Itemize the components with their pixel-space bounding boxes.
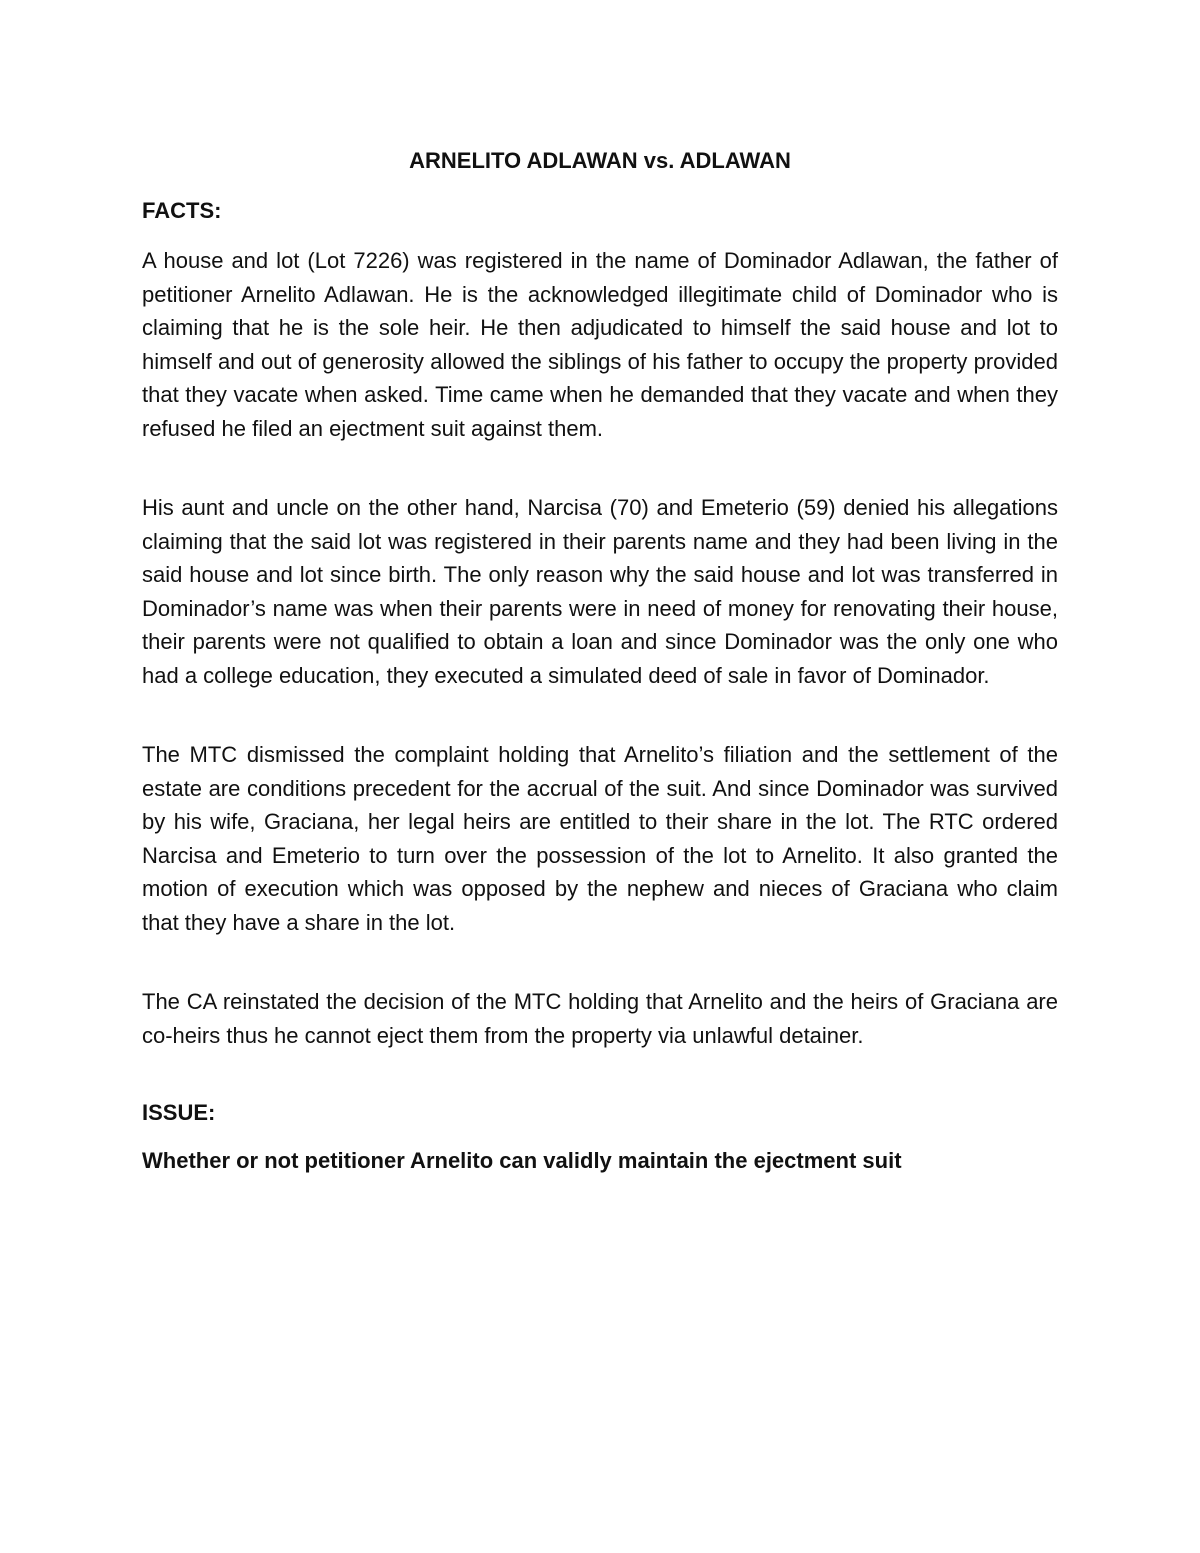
issue-statement: Whether or not petitioner Arnelito can validly maintain the ejectment suit (142, 1148, 902, 1173)
issue-heading: ISSUE: (142, 1100, 216, 1125)
facts-paragraph-1: A house and lot (Lot 7226) was registered in the name of Dominador Adlawan, the father of petitioner Arnelito Adlawan. He is the acknowledged illegitimate child of Dominador who is claiming that he is the sole heir. He then adjudicated to himself the said house and lot to himself and out of generosity allowed the siblings of his father to occupy the property provided that they vacate when asked. Time came when he demanded that they vacate and when they refused he filed an ejectment suit against them. (142, 248, 1058, 441)
facts-heading: FACTS: (142, 198, 222, 223)
document-body (142, 146, 1058, 1176)
case-title: ARNELITO ADLAWAN vs. ADLAWAN (409, 148, 791, 173)
facts-paragraph-2: His aunt and uncle on the other hand, Narcisa (70) and Emeterio (59) denied his allegations claiming that the said lot was registered in their parents name and they had been living in the said house and lot since birth. The only reason why the said house and lot was transferred in Dominador’s name was when their parents were in need of money for renovating their house, their parents were not qualified to obtain a loan and since Dominador was the only one who had a college education, they executed a simulated deed of sale in favor of Dominador. (142, 495, 1058, 688)
facts-paragraph-4: The CA reinstated the decision of the MTC holding that Arnelito and the heirs of Graciana are co-heirs thus he cannot eject them from the property via unlawful detainer. (142, 989, 1058, 1048)
facts-paragraph-3: The MTC dismissed the complaint holding that Arnelito’s filiation and the settlement of the estate are conditions precedent for the accrual of the suit. And since Dominador was survived by his wife, Graciana, her legal heirs are entitled to their share in the lot. The RTC ordered Narcisa and Emeterio to turn over the possession of the lot to Arnelito. It also granted the motion of execution which was opposed by the nephew and nieces of Graciana who claim that they have a share in the lot. (142, 742, 1058, 935)
